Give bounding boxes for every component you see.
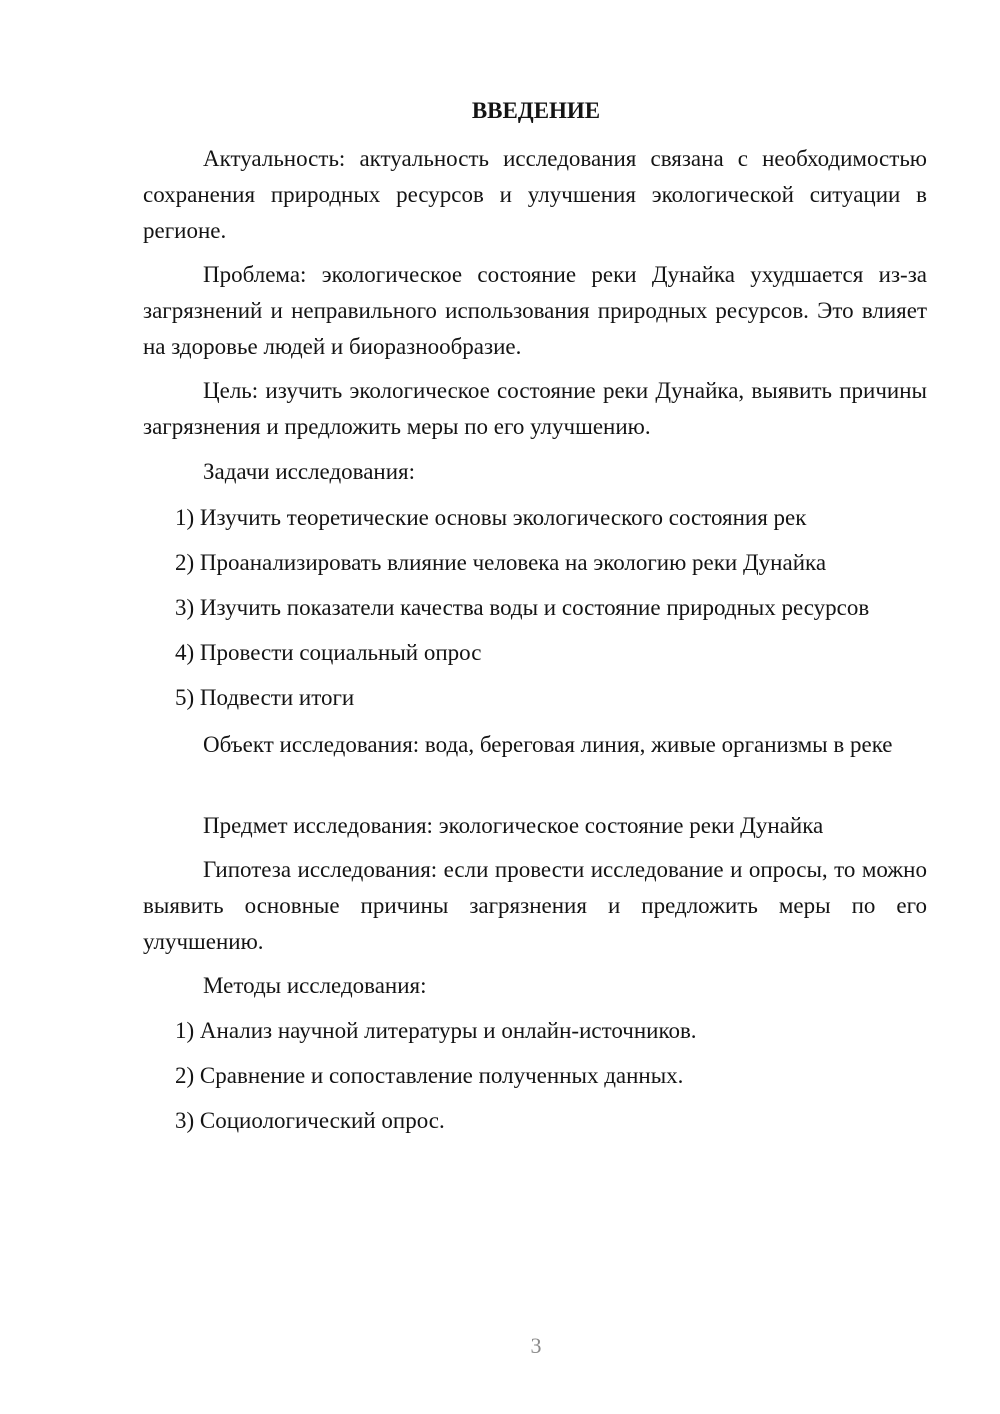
methods-section <box>143 968 927 1004</box>
list-item: 4) Провести социальный опрос <box>175 640 482 665</box>
methods-list-row <box>143 1058 927 1094</box>
hypothesis-paragraph: Гипотеза исследования: если провести исследование и опросы, то можно выявить основные причины загрязнения и предложить меры по его улучшению. <box>143 857 927 954</box>
subject-paragraph: Предмет исследования: экологическое состояние реки Дунайка <box>203 813 824 838</box>
relevance-section <box>143 141 927 249</box>
problem-paragraph: Проблема: экологическое состояние реки Дунайка ухудшается из-за загрязнений и неправильного использования природных ресурсов. Это влияет на здоровье людей и биоразнообразие. <box>143 262 927 359</box>
tasks-section <box>143 454 927 490</box>
tasks-list-row <box>143 590 927 626</box>
tasks-list <box>143 500 927 536</box>
methods-list <box>143 1013 927 1049</box>
methods-heading: Методы исследования: <box>203 973 427 998</box>
page-title: ВВЕДЕНИЕ <box>471 98 601 123</box>
object-section <box>143 727 927 763</box>
object-paragraph: Объект исследования: вода, береговая линия, живые организмы в реке <box>203 732 893 757</box>
goal-section <box>143 373 927 445</box>
list-item: 2) Проанализировать влияние человека на экологию реки Дунайка <box>175 550 827 575</box>
list-item: 1) Анализ научной литературы и онлайн-источников. <box>175 1018 697 1043</box>
tasks-list-row <box>143 680 927 716</box>
tasks-list-row <box>143 545 927 581</box>
relevance-paragraph: Актуальность: актуальность исследования связана с необходимостью сохранения природных ресурсов и улучшения экологической ситуации в регионе. <box>143 146 927 243</box>
methods-list-row <box>143 1103 927 1139</box>
list-item: 3) Изучить показатели качества воды и состояние природных ресурсов <box>175 595 870 620</box>
subject-section <box>143 808 927 844</box>
list-item: 5) Подвести итоги <box>175 685 355 710</box>
problem-section <box>143 257 927 365</box>
tasks-list-row <box>143 635 927 671</box>
tasks-heading: Задачи исследования: <box>203 459 416 484</box>
list-item: 3) Социологический опрос. <box>175 1108 445 1133</box>
page-number: 3 <box>530 1333 542 1358</box>
hypothesis-section <box>143 852 927 960</box>
list-item: 2) Сравнение и сопоставление полученных данных. <box>175 1063 684 1088</box>
goal-paragraph: Цель: изучить экологическое состояние реки Дунайка, выявить причины загрязнения и предложить меры по его улучшению. <box>143 378 927 439</box>
list-item: 1) Изучить теоретические основы экологического состояния рек <box>175 505 807 530</box>
